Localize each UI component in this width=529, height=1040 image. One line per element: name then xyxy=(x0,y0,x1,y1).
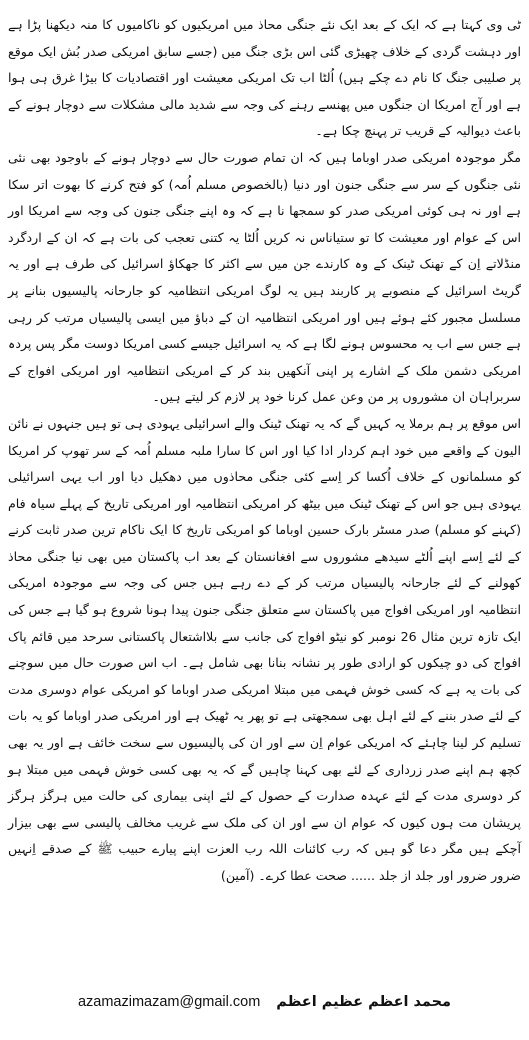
author-name: محمد اعظم عظیم اعظم xyxy=(276,994,452,1010)
article-paragraph-3: اس موقع پر ہم برملا یہ کہیں گے کہ یہ تھنک ٹینک والے اسرائیلی یہودی ہی تو ہیں جنہوں نے نائن الیون کے واقعے میں خود اہم کردار ادا کیا اور اس کا سارا ملبہ مسلم اُمہ کے سر تھوپ کر امریکا کو مسلمانوں کے خلاف اُکسا کر اِسے کئی جنگی محاذوں میں دھکیل دیا اور اب یہی اسرائیلی یہودی ہیں جو اس کے تھنک ٹینک میں بیٹھ کر امریکی انتظامیہ اور امریکی تاریخ کے پہلے سیاہ فام (کہنے کو مسلم) صدر مسٹر بارک حسین اوباما کو امریکی تاریخ کا ایک ناکام ترین صدر ثابت کرنے کے لئے اِسے اپنے اُلٹے سیدھے مشوروں سے افغانستان کے بعد اب پاکستان میں بھی نیا جنگی محاذ کھولنے کے لئے جارحانہ پالیسیاں مرتب کر کے دے رہے ہیں جس کی وجہ سے موجودہ امریکی انتظامیہ اور امریکی افواج میں پاکستان سے متعلق جنگی جنون پیدا ہونا شروع ہو گیا ہے جس کی ایک تازہ ترین مثال 26 نومبر کو نیٹو افواج کی جانب سے بلااشتعال پاکستانی سرحد میں قائم پاک افواج کی دو چیکوں کو ارادی طور پر نشانہ بنانا بھی شامل ہے۔ اب اس صورت حال میں سوچنے کی بات یہ ہے کہ کسی خوش فہمی میں مبتلا امریکی صدر اوباما کو امریکی عوام دوسری مدت کے لئے صدر بننے کے لئے اہل بھی سمجھتی ہے تو پھر یہ ٹھیک ہے اور امریکی صدر اوباما کو یہ بات تسلیم کر لینا چاہئے کہ امریکی عوام اِن سے اور ان کی پالیسیوں سے سخت خائف ہے اور یہ بھی کچھ ہم اپنے صدر زرداری کے لئے بھی کہنا چاہیں گے کہ یہ بھی کسی خوش فہمی میں مبتلا ہو کر دوسری مدت کے لئے عہدہ صدارت کے حصول کے لئے اپنی بیماری کی حالت میں ہرگز ہرگز پریشان مت ہوں کیوں کہ عوام ان سے اور ان کی ملک سے غریب مخالف پالیسی سے بھی بیزار آچکے ہیں مگر دعا گو ہیں کہ رب کائنات اللہ رب العزت اپنے پیارے حبیب ﷺ کے صدقے اِنہیں ضرور ضرور اور جلد از جلد ...... صحت عطا کرے۔ (آمین) xyxy=(8,415,521,883)
article-paragraph-1: ٹی وی کہتا ہے کہ ایک کے بعد ایک نئے جنگی محاذ میں امریکیوں کو ناکامیوں کا منہ دیکھنا پڑا ہے اور دہشت گردی کے خلاف چھیڑی گئی اس بڑی جنگ میں (جسے سابق امریکی صدر بُش ایک موقع پر صلیبی جنگ کا نام دے چکے ہیں) اُلٹا اب تک امریکی معیشت اور اقتصادیات کا بیڑا غرق ہی ہوا ہے اور آج امریکا ان جنگوں میں پھنسے رہنے کی وجہ سے شدید مالی مشکلات سے دوچار ہونے کے باعث دیوالیہ کے قریب تر پہنچ چکا ہے۔ xyxy=(8,17,521,139)
article-body xyxy=(8,12,521,890)
signature-block xyxy=(0,994,529,1010)
author-email[interactable]: azamazimazam@gmail.com xyxy=(77,994,261,1010)
article-paragraph-2: مگر موجودہ امریکی صدر اوباما ہیں کہ ان تمام صورت حال سے دوچار ہونے کے باوجود بھی نئی نئی جنگوں کے سر سے جنگی جنون اور دنیا (بالخصوص مسلم اُمہ) کو فتح کرنے کا بھوت اتر سکا ہے اور نہ ہی کوئی امریکی صدر کو سمجھا نا ہے کہ وہ اپنے جنگی جنون کی وجہ سے امریکا اور اس کے عوام اور معیشت کا تو ستیاناس نہ کریں اُلٹا یہ کتنی تعجب کی بات ہے کہ ان کے اردگرد منڈلاتے اِن کے تھنک ٹینک کے وہ کارندے جن میں سے اکثر کا جھکاؤ اسرائیل کی طرف ہے اور یہ گریٹ اسرائیل کے منصوبے پر کاربند ہیں یہ لوگ امریکی انتظامیہ کو جارحانہ پالیسیوں بنانے پر مسلسل مجبور کئے ہوئے ہیں اور امریکی انتظامیہ ان کے دباؤ میں ایسی پالیسیاں مرتب کر رہی ہے جس سے اب یہ محسوس ہونے لگا ہے کہ یہ اسرائیل جیسے کسی امریکا دوست مگر پس پردہ امریکی دشمن ملک کے اشارے پر اپنی آنکھیں بند کر کے امریکی انتظامیہ اور امریکی افواج کے سربراہان ان مشوروں پر من وعن عمل کرنا خود پر لازم کر لیتے ہیں۔ xyxy=(8,149,521,405)
